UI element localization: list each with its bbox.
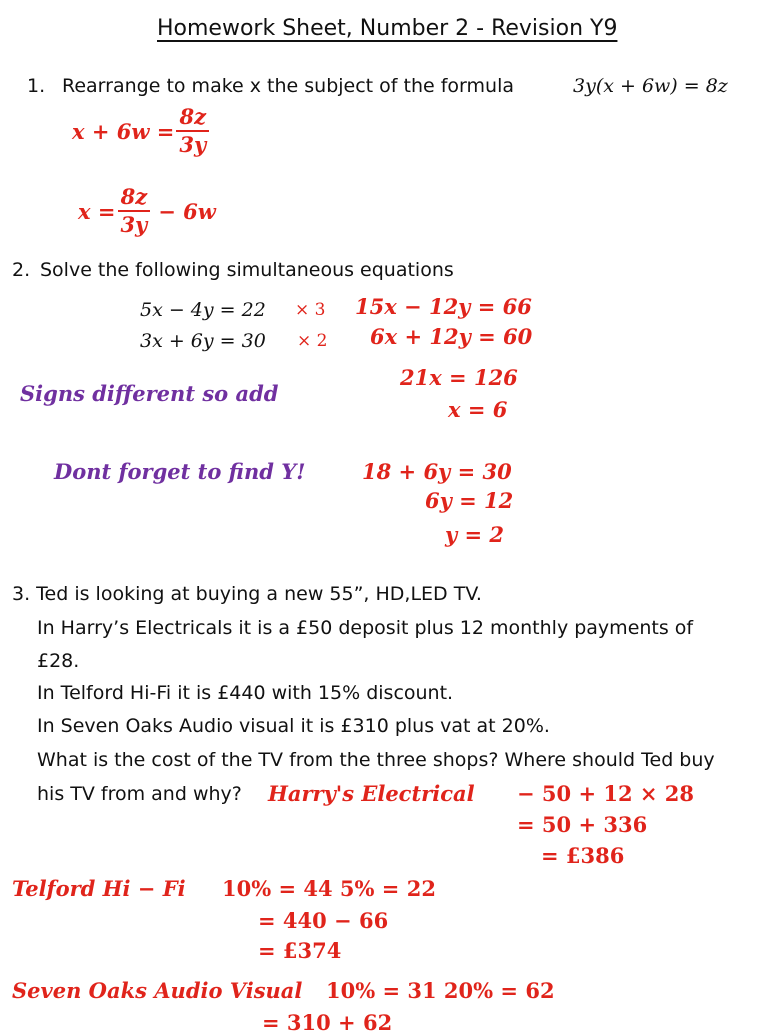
q1-step2-rhs: − 6w [158,198,216,224]
q3-harry-label: Harry's Electrical [268,781,475,806]
q1-step2-numerator: 8z [118,186,151,212]
q3-seven-oaks-line1: 10% = 31 20% = 62 [326,978,555,1003]
q2-number: 2. [12,259,31,281]
q2-eq1: 5x − 4y = 22 [140,299,266,321]
q1-step2-fraction [117,186,150,236]
q1-number: 1. [27,75,46,97]
q1-step2-denominator: 3y [120,212,148,238]
q2-work-line3: 21x = 126 [400,365,518,390]
q2-work-line4: x = 6 [448,397,508,422]
q3-telford-line2: = 440 − 66 [258,908,389,933]
q2-work-line2: 6x + 12y = 60 [370,324,533,349]
q2-note-find-y: Dont forget to find Y! [54,459,306,484]
q2-eq2-multiplier: × 2 [297,331,328,351]
q1-formula: 3y(x + 6w) = 8z [573,75,728,97]
q3-telford-label: Telford Hi − Fi [12,876,186,901]
q2-eq2: 3x + 6y = 30 [140,330,266,352]
q2-work-line7: y = 2 [445,522,505,547]
q3-harry-line2: = 50 + 336 [517,812,648,837]
q3-line2: In Harry’s Electricals it is a £50 deposit plus 12 monthly payments of [37,617,694,639]
q3-line7: his TV from and why? [37,783,242,805]
page-title: Homework Sheet, Number 2 - Revision Y9 [157,16,618,41]
q2-eq1-multiplier: × 3 [295,300,326,320]
q1-step1 [72,106,211,156]
q2-work-line6: 6y = 12 [425,488,514,513]
q3-telford-line1: 10% = 44 5% = 22 [222,876,436,901]
q2-work-line1: 15x − 12y = 66 [355,294,532,319]
q3-line5: In Seven Oaks Audio visual it is £310 plus vat at 20%. [37,715,550,737]
q3-line1: 3. Ted is looking at buying a new 55”, HD,LED TV. [12,583,482,605]
q3-harry-line3: = £386 [541,843,625,868]
q1-step2-lhs: x = [78,198,116,224]
q3-line3: £28. [37,650,80,672]
q3-line4: In Telford Hi-Fi it is £440 with 15% discount. [37,682,454,704]
q3-line6: What is the cost of the TV from the three shops? Where should Ted buy [37,749,715,771]
q2-work-line5: 18 + 6y = 30 [362,459,512,484]
q1-step2 [78,186,216,236]
q1-step1-lhs: x + 6w = [72,118,175,144]
q2-text: Solve the following simultaneous equations [40,259,454,281]
q1-text: Rearrange to make x the subject of the formula [62,75,515,97]
q2-note-signs: Signs different so add [20,381,279,406]
q3-seven-oaks-label: Seven Oaks Audio Visual [12,978,303,1003]
q1-step1-numerator: 8z [176,106,209,132]
q3-seven-oaks-line2: = 310 + 62 [262,1010,393,1035]
q3-telford-line3: = £374 [258,938,342,963]
q3-harry-line1: − 50 + 12 × 28 [517,781,695,806]
q1-step1-fraction [176,106,209,156]
q1-step1-denominator: 3y [179,132,207,158]
